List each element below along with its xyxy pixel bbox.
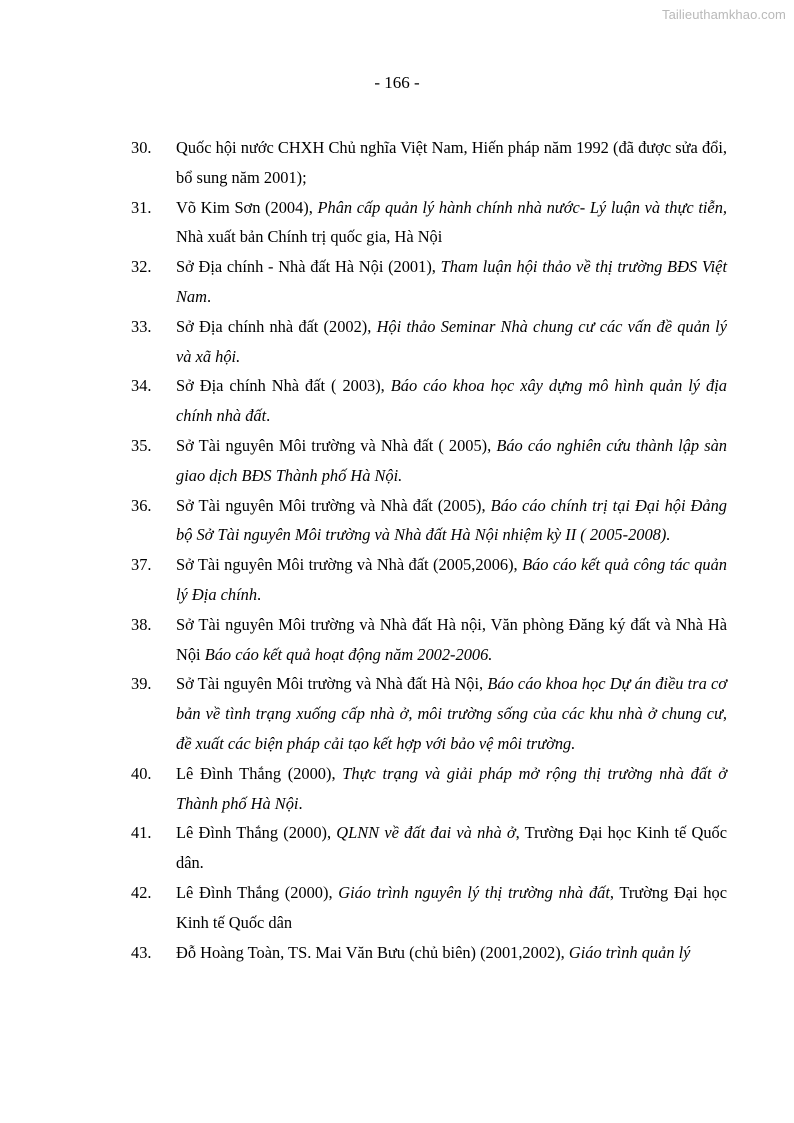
reference-text: Quốc hội nước CHXH Chủ nghĩa Việt Nam, Hiến pháp năm 1992 (đã được sửa đổi, bổ sung năm 2001); (176, 138, 727, 187)
reference-item (131, 193, 727, 253)
reference-number: 33. (131, 316, 152, 336)
reference-item (131, 312, 727, 372)
reference-text: Sở Tài nguyên Môi trường và Nhà đất Hà nội, Văn phòng Đăng ký đất và Nhà Hà Nội Báo cáo kết quả hoạt động năm 2002-2006. (176, 614, 727, 664)
reference-text: Lê Đình Thắng (2000), QLNN về đất đai và nhà ở, Trường Đại học Kinh tế Quốc dân. (176, 823, 727, 873)
reference-text: Sở Địa chính - Nhà đất Hà Nội (2001), Tham luận hội thảo về thị trường BĐS Việt Nam. (176, 257, 727, 306)
reference-text: Sở Địa chính nhà đất (2002), Hội thảo Seminar Nhà chung cư các vấn đề quản lý và xã hội. (176, 316, 728, 366)
reference-list (131, 133, 727, 967)
reference-text: Lê Đình Thắng (2000), Thực trạng và giải pháp mở rộng thị trường nhà đất ở Thành phố Hà Nội. (176, 763, 727, 813)
reference-item (131, 938, 727, 968)
reference-number: 39. (131, 674, 152, 694)
reference-number: 43. (131, 942, 152, 962)
reference-number: 37. (131, 555, 152, 575)
watermark: Tailieuthamkhao.com (661, 7, 786, 22)
reference-item (131, 878, 727, 938)
reference-number: 30. (131, 138, 152, 157)
reference-item (131, 133, 727, 193)
reference-text: Sở Địa chính Nhà đất ( 2003), Báo cáo khoa học xây dựng mô hình quản lý địa chính nhà đất. (176, 376, 727, 426)
reference-number: 42. (131, 882, 152, 902)
reference-item (131, 610, 727, 670)
reference-number: 35. (131, 435, 152, 455)
reference-item (131, 669, 727, 758)
reference-text: Đỗ Hoàng Toàn, TS. Mai Văn Bưu (chủ biên) (2001,2002), Giáo trình quản lý (176, 942, 691, 962)
reference-item (131, 759, 727, 819)
page-number: - 166 - (374, 73, 420, 92)
reference-text: Sở Tài nguyên Môi trường và Nhà đất (2005), Báo cáo chính trị tại Đại hội Đảng bộ Sở Tài nguyên Môi trường và Nhà đất Hà Nội nhiệm kỳ II ( 2005-2008). (176, 495, 727, 545)
reference-text: Sở Tài nguyên Môi trường và Nhà đất ( 2005), Báo cáo nghiên cứu thành lập sàn giao dịch BĐS Thành phố Hà Nội. (176, 435, 727, 485)
reference-item (131, 818, 727, 878)
reference-number: 41. (131, 823, 152, 843)
reference-number: 40. (131, 763, 152, 783)
reference-item (131, 550, 727, 610)
reference-number: 31. (131, 197, 152, 217)
reference-number: 36. (131, 495, 152, 515)
reference-text: Sở Tài nguyên Môi trường và Nhà đất (2005,2006), Báo cáo kết quả công tác quản lý Địa chính. (176, 555, 727, 604)
reference-item (131, 252, 727, 312)
reference-item (131, 431, 727, 491)
reference-item (131, 371, 727, 431)
reference-text: Sở Tài nguyên Môi trường và Nhà đất Hà Nội, Báo cáo khoa học Dự án điều tra cơ bản về tình trạng xuống cấp nhà ở, môi trường sống của các khu nhà ở chung cư, đề xuất các biện pháp cải tạo kết hợp với bảo vệ môi trường. (176, 674, 727, 753)
reference-item (131, 491, 727, 551)
reference-number: 38. (131, 614, 152, 634)
reference-number: 32. (131, 257, 152, 277)
reference-text: Võ Kim Sơn (2004), Phân cấp quản lý hành chính nhà nước- Lý luận và thực tiễn, Nhà xuất bản Chính trị quốc gia, Hà Nội (176, 197, 727, 247)
reference-text: Lê Đình Thắng (2000), Giáo trình nguyên lý thị trường nhà đất, Trường Đại học Kinh tế Quốc dân (176, 882, 727, 932)
reference-number: 34. (131, 376, 152, 396)
